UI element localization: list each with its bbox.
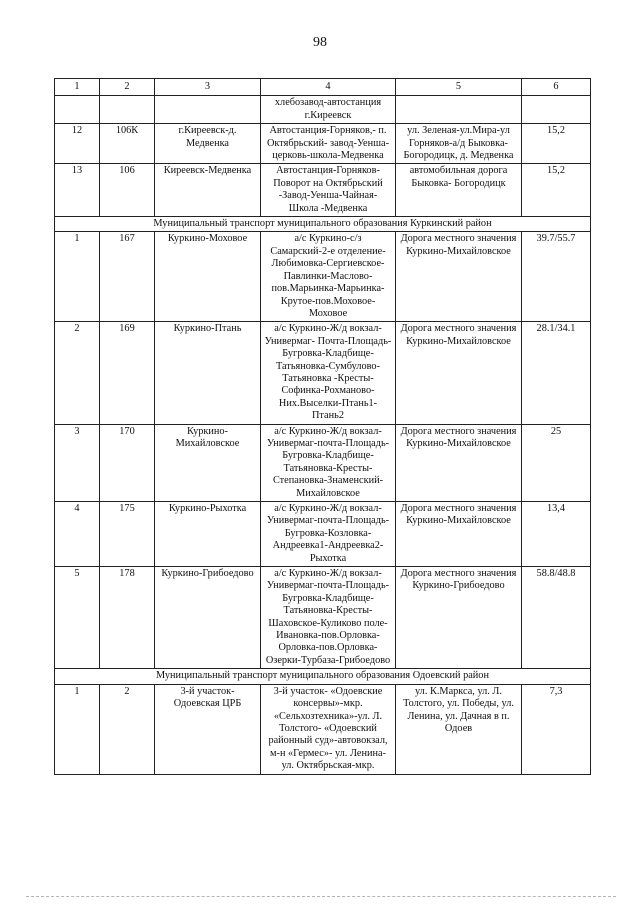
cell-route-number: 167	[100, 232, 155, 322]
table-row	[55, 232, 591, 322]
cell-road: ул. Зеленая-ул.Мира-ул Горняков-а/д Быковка-Богородицк, д. Медвенка	[396, 124, 522, 164]
cell-length: 39.7/55.7	[522, 232, 591, 322]
cell-length	[522, 96, 591, 124]
cell-route-number: 175	[100, 502, 155, 567]
cell-road: Дорога местного значения Куркино-Михайловское	[396, 502, 522, 567]
cell-length: 25	[522, 424, 591, 501]
cell-length: 7,3	[522, 684, 591, 774]
header-col-4: 4	[261, 79, 396, 96]
table-row	[55, 164, 591, 217]
header-col-1: 1	[55, 79, 100, 96]
cell-road: Дорога местного значения Куркино-Михайловское	[396, 232, 522, 322]
cell-road: ул. К.Маркса, ул. Л. Толстого, ул. Победы, ул. Ленина, ул. Дачная в п. Одоев	[396, 684, 522, 774]
routes-table	[54, 78, 591, 775]
cell-number: 12	[55, 124, 100, 164]
section-row	[55, 217, 591, 232]
table-row	[55, 684, 591, 774]
section-row	[55, 669, 591, 684]
cell-route-name	[155, 96, 261, 124]
table-row	[55, 502, 591, 567]
cell-road: Дорога местного значения Куркино-Грибоедово	[396, 567, 522, 669]
cell-length: 15,2	[522, 124, 591, 164]
cell-path: а/с Куркино-Ж/д вокзал-Универмаг- Почта-Площадь-Бугровка-Кладбище-Татьяновка-Сумбулово-Татьяновка -Кресты-Софинка-Рохманово-Них.Выселки-Птань1-Птань2	[261, 322, 396, 424]
header-col-5: 5	[396, 79, 522, 96]
cell-number: 3	[55, 424, 100, 501]
cell-road: Дорога местного значения Куркино-Михайловское	[396, 322, 522, 424]
cell-number: 1	[55, 232, 100, 322]
cell-road: автомобильная дорога Быковка- Богородицк	[396, 164, 522, 217]
cell-route-number: 169	[100, 322, 155, 424]
header-col-2: 2	[100, 79, 155, 96]
cell-route-name: Куркино-Михайловское	[155, 424, 261, 501]
cell-length: 13,4	[522, 502, 591, 567]
cell-number: 2	[55, 322, 100, 424]
cell-route-name: г.Киреевск-д. Медвенка	[155, 124, 261, 164]
section-title: Муниципальный транспорт муниципального образования Одоевский район	[55, 669, 591, 684]
cell-route-number	[100, 96, 155, 124]
header-row	[55, 79, 591, 96]
cell-length: 15,2	[522, 164, 591, 217]
cell-path: 3-й участок- «Одоевские консервы»-мкр. «Сельхозтехника»-ул. Л. Толстого- «Одоевский районный суд»-автовокзал, м-н «Гермес»- ул. Ленина-ул. Октябрьская-мкр.	[261, 684, 396, 774]
cell-number: 1	[55, 684, 100, 774]
table-row	[55, 322, 591, 424]
cell-route-name: 3-й участок-Одоевская ЦРБ	[155, 684, 261, 774]
cell-path: хлебозавод-автостанция г.Киреевск	[261, 96, 396, 124]
table-row	[55, 124, 591, 164]
cell-route-name: Куркино-Грибоедово	[155, 567, 261, 669]
cell-path: а/с Куркино-Ж/д вокзал-Универмаг-почта-Площадь-Бугровка-Кладбище-Татьяновка-Кресты-Степановка-Знаменский-Михайловское	[261, 424, 396, 501]
scan-edge-divider	[26, 896, 616, 901]
page-number: 98	[313, 35, 327, 50]
cell-path: а/с Куркино-с/з Самарский-2-е отделение-Любимовка-Сергиевское-Павлинки-Маслово-пов.Марьинка-Марьинка-Крутое-пов.Моховое-Моховое	[261, 232, 396, 322]
table-row	[55, 96, 591, 124]
cell-path: Автостанция-Горняков,- п. Октябрьский- завод-Уенша-церковь-школа-Медвенка	[261, 124, 396, 164]
cell-route-name: Куркино-Птань	[155, 322, 261, 424]
cell-number: 5	[55, 567, 100, 669]
cell-length: 28.1/34.1	[522, 322, 591, 424]
header-col-6: 6	[522, 79, 591, 96]
cell-length: 58.8/48.8	[522, 567, 591, 669]
cell-route-number: 106	[100, 164, 155, 217]
cell-route-number: 178	[100, 567, 155, 669]
cell-road: Дорога местного значения Куркино-Михайловское	[396, 424, 522, 501]
cell-route-name: Куркино-Рыхотка	[155, 502, 261, 567]
cell-route-number: 106К	[100, 124, 155, 164]
cell-number	[55, 96, 100, 124]
header-col-3: 3	[155, 79, 261, 96]
cell-route-name: Киреевск-Медвенка	[155, 164, 261, 217]
cell-route-name: Куркино-Моховое	[155, 232, 261, 322]
cell-number: 13	[55, 164, 100, 217]
cell-road	[396, 96, 522, 124]
table-row	[55, 567, 591, 669]
cell-path: а/с Куркино-Ж/д вокзал-Универмаг-почта-Площадь-Бугровка-Козловка-Андреевка1-Андреевка2-Рыхотка	[261, 502, 396, 567]
cell-number: 4	[55, 502, 100, 567]
cell-path: а/с Куркино-Ж/д вокзал-Универмаг-почта-Площадь-Бугровка-Кладбище-Татьяновка-Кресты-Шаховское-Куликово поле-Ивановка-пов.Орловка-Орловка-пов.Орловка-Озерки-Турбаза-Грибоедово	[261, 567, 396, 669]
cell-path: Автостанция-Горняков-Поворот на Октябрьский -Завод-Уенша-Чайная-Школа -Медвенка	[261, 164, 396, 217]
cell-route-number: 2	[100, 684, 155, 774]
cell-route-number: 170	[100, 424, 155, 501]
table-row	[55, 424, 591, 501]
section-title: Муниципальный транспорт муниципального образования Куркинский район	[55, 217, 591, 232]
